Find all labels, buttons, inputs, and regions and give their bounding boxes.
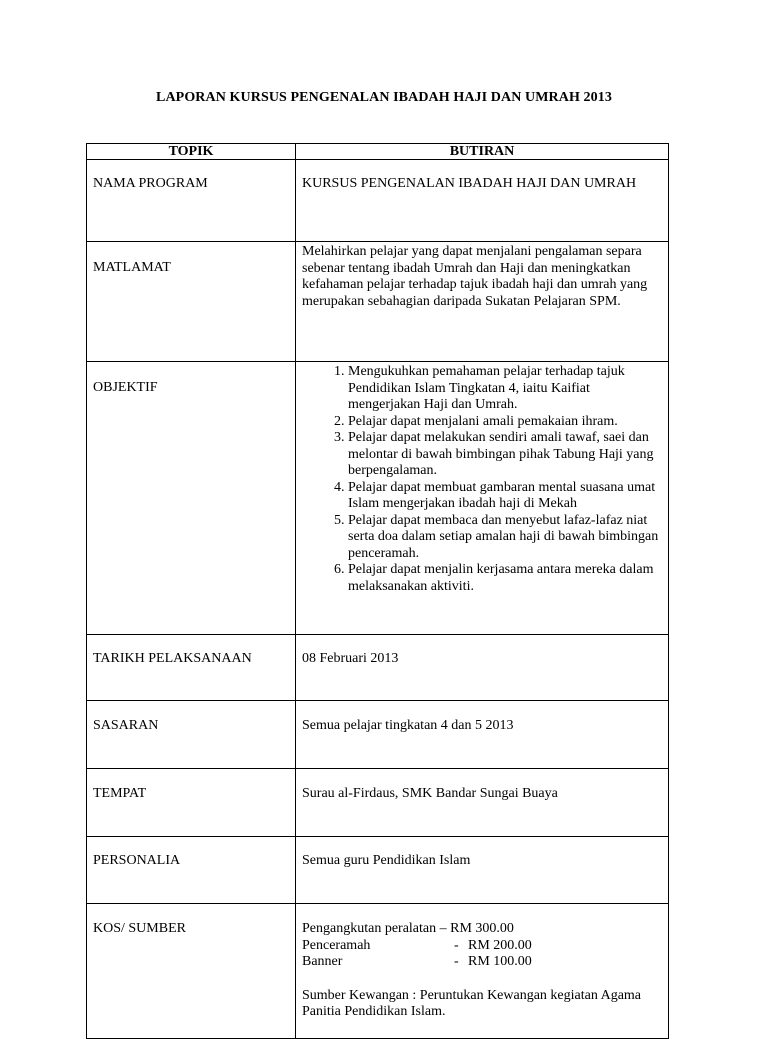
- cost-banner: [302, 954, 660, 971]
- objective-list: [302, 364, 660, 595]
- label-objektif: OBJEKTIF: [87, 362, 296, 635]
- value-objektif: [296, 362, 669, 635]
- value-matlamat: Melahirkan pelajar yang dapat menjalani pengalaman separa sebenar tentang ibadah Umrah dan Haji dan meningkatkan kefahaman pelajar terhadap tajuk ibadah haji dan umrah yang merupakan sebahagian daripada Sukatan Pelajaran SPM.: [296, 242, 669, 362]
- objective-item: 5. Pelajar dapat membaca dan menyebut lafaz-lafaz niat serta doa dalam setiap amalan haji di bawah bimbingan penceramah.: [348, 513, 660, 563]
- label-matlamat: MATLAMAT: [87, 242, 296, 362]
- row-tarikh: [87, 635, 669, 701]
- label-kos: KOS/ SUMBER: [87, 904, 296, 1039]
- row-kos: [87, 904, 669, 1039]
- row-nama-program: [87, 160, 669, 242]
- row-personalia: [87, 837, 669, 904]
- header-row: [87, 144, 669, 160]
- objective-item: 3. Pelajar dapat melakukan sendiri amali tawaf, saei dan melontar di bawah bimbingan pihak Tabung Haji yang berpengalaman.: [348, 430, 660, 480]
- label-sasaran: SASARAN: [87, 701, 296, 769]
- row-matlamat: [87, 242, 669, 362]
- cost-banner-dash: -: [454, 954, 459, 969]
- value-nama-program: KURSUS PENGENALAN IBADAH HAJI DAN UMRAH: [296, 160, 669, 242]
- label-tempat: TEMPAT: [87, 769, 296, 837]
- value-sasaran: Semua pelajar tingkatan 4 dan 5 2013: [296, 701, 669, 769]
- objective-item: 2. Pelajar dapat menjalani amali pemakaian ihram.: [348, 414, 660, 431]
- cost-speaker-label: Penceramah: [302, 937, 371, 953]
- row-objektif: [87, 362, 669, 635]
- spacer: [302, 971, 660, 988]
- label-nama-program: NAMA PROGRAM: [87, 160, 296, 242]
- objective-item: 4. Pelajar dapat membuat gambaran mental suasana umat Islam mengerjakan ibadah haji di Mekah: [348, 480, 660, 513]
- row-sasaran: [87, 701, 669, 769]
- cost-transport: Pengangkutan peralatan – RM 300.00: [302, 921, 514, 936]
- label-tarikh: TARIKH PELAKSANAAN: [87, 635, 296, 701]
- objective-item: 1. Mengukuhkan pemahaman pelajar terhadap tajuk Pendidikan Islam Tingkatan 4, iaitu Kaifiat mengerjakan Haji dan Umrah.: [348, 364, 660, 414]
- value-tarikh: 08 Februari 2013: [296, 635, 669, 701]
- row-tempat: [87, 769, 669, 837]
- report-table: [86, 143, 669, 1039]
- value-personalia: Semua guru Pendidikan Islam: [296, 837, 669, 904]
- report-title: LAPORAN KURSUS PENGENALAN IBADAH HAJI DAN UMRAH 2013: [156, 90, 612, 105]
- value-tempat: Surau al-Firdaus, SMK Bandar Sungai Buaya: [296, 769, 669, 837]
- label-personalia: PERSONALIA: [87, 837, 296, 904]
- cost-banner-amount: RM 100.00: [468, 954, 532, 969]
- cost-banner-label: Banner: [302, 954, 343, 969]
- funding-source: Sumber Kewangan : Peruntukan Kewangan kegiatan Agama Panitia Pendidikan Islam.: [302, 987, 642, 1019]
- cost-speaker-dash: -: [454, 937, 459, 953]
- header-details: BUTIRAN: [296, 144, 669, 160]
- objective-item: 6. Pelajar dapat menjalin kerjasama antara mereka dalam melaksanakan aktiviti.: [348, 562, 660, 595]
- cost-speaker: [302, 938, 660, 955]
- header-topic: TOPIK: [87, 144, 296, 160]
- value-kos: [296, 904, 669, 1039]
- cost-speaker-amount: RM 200.00: [468, 937, 532, 953]
